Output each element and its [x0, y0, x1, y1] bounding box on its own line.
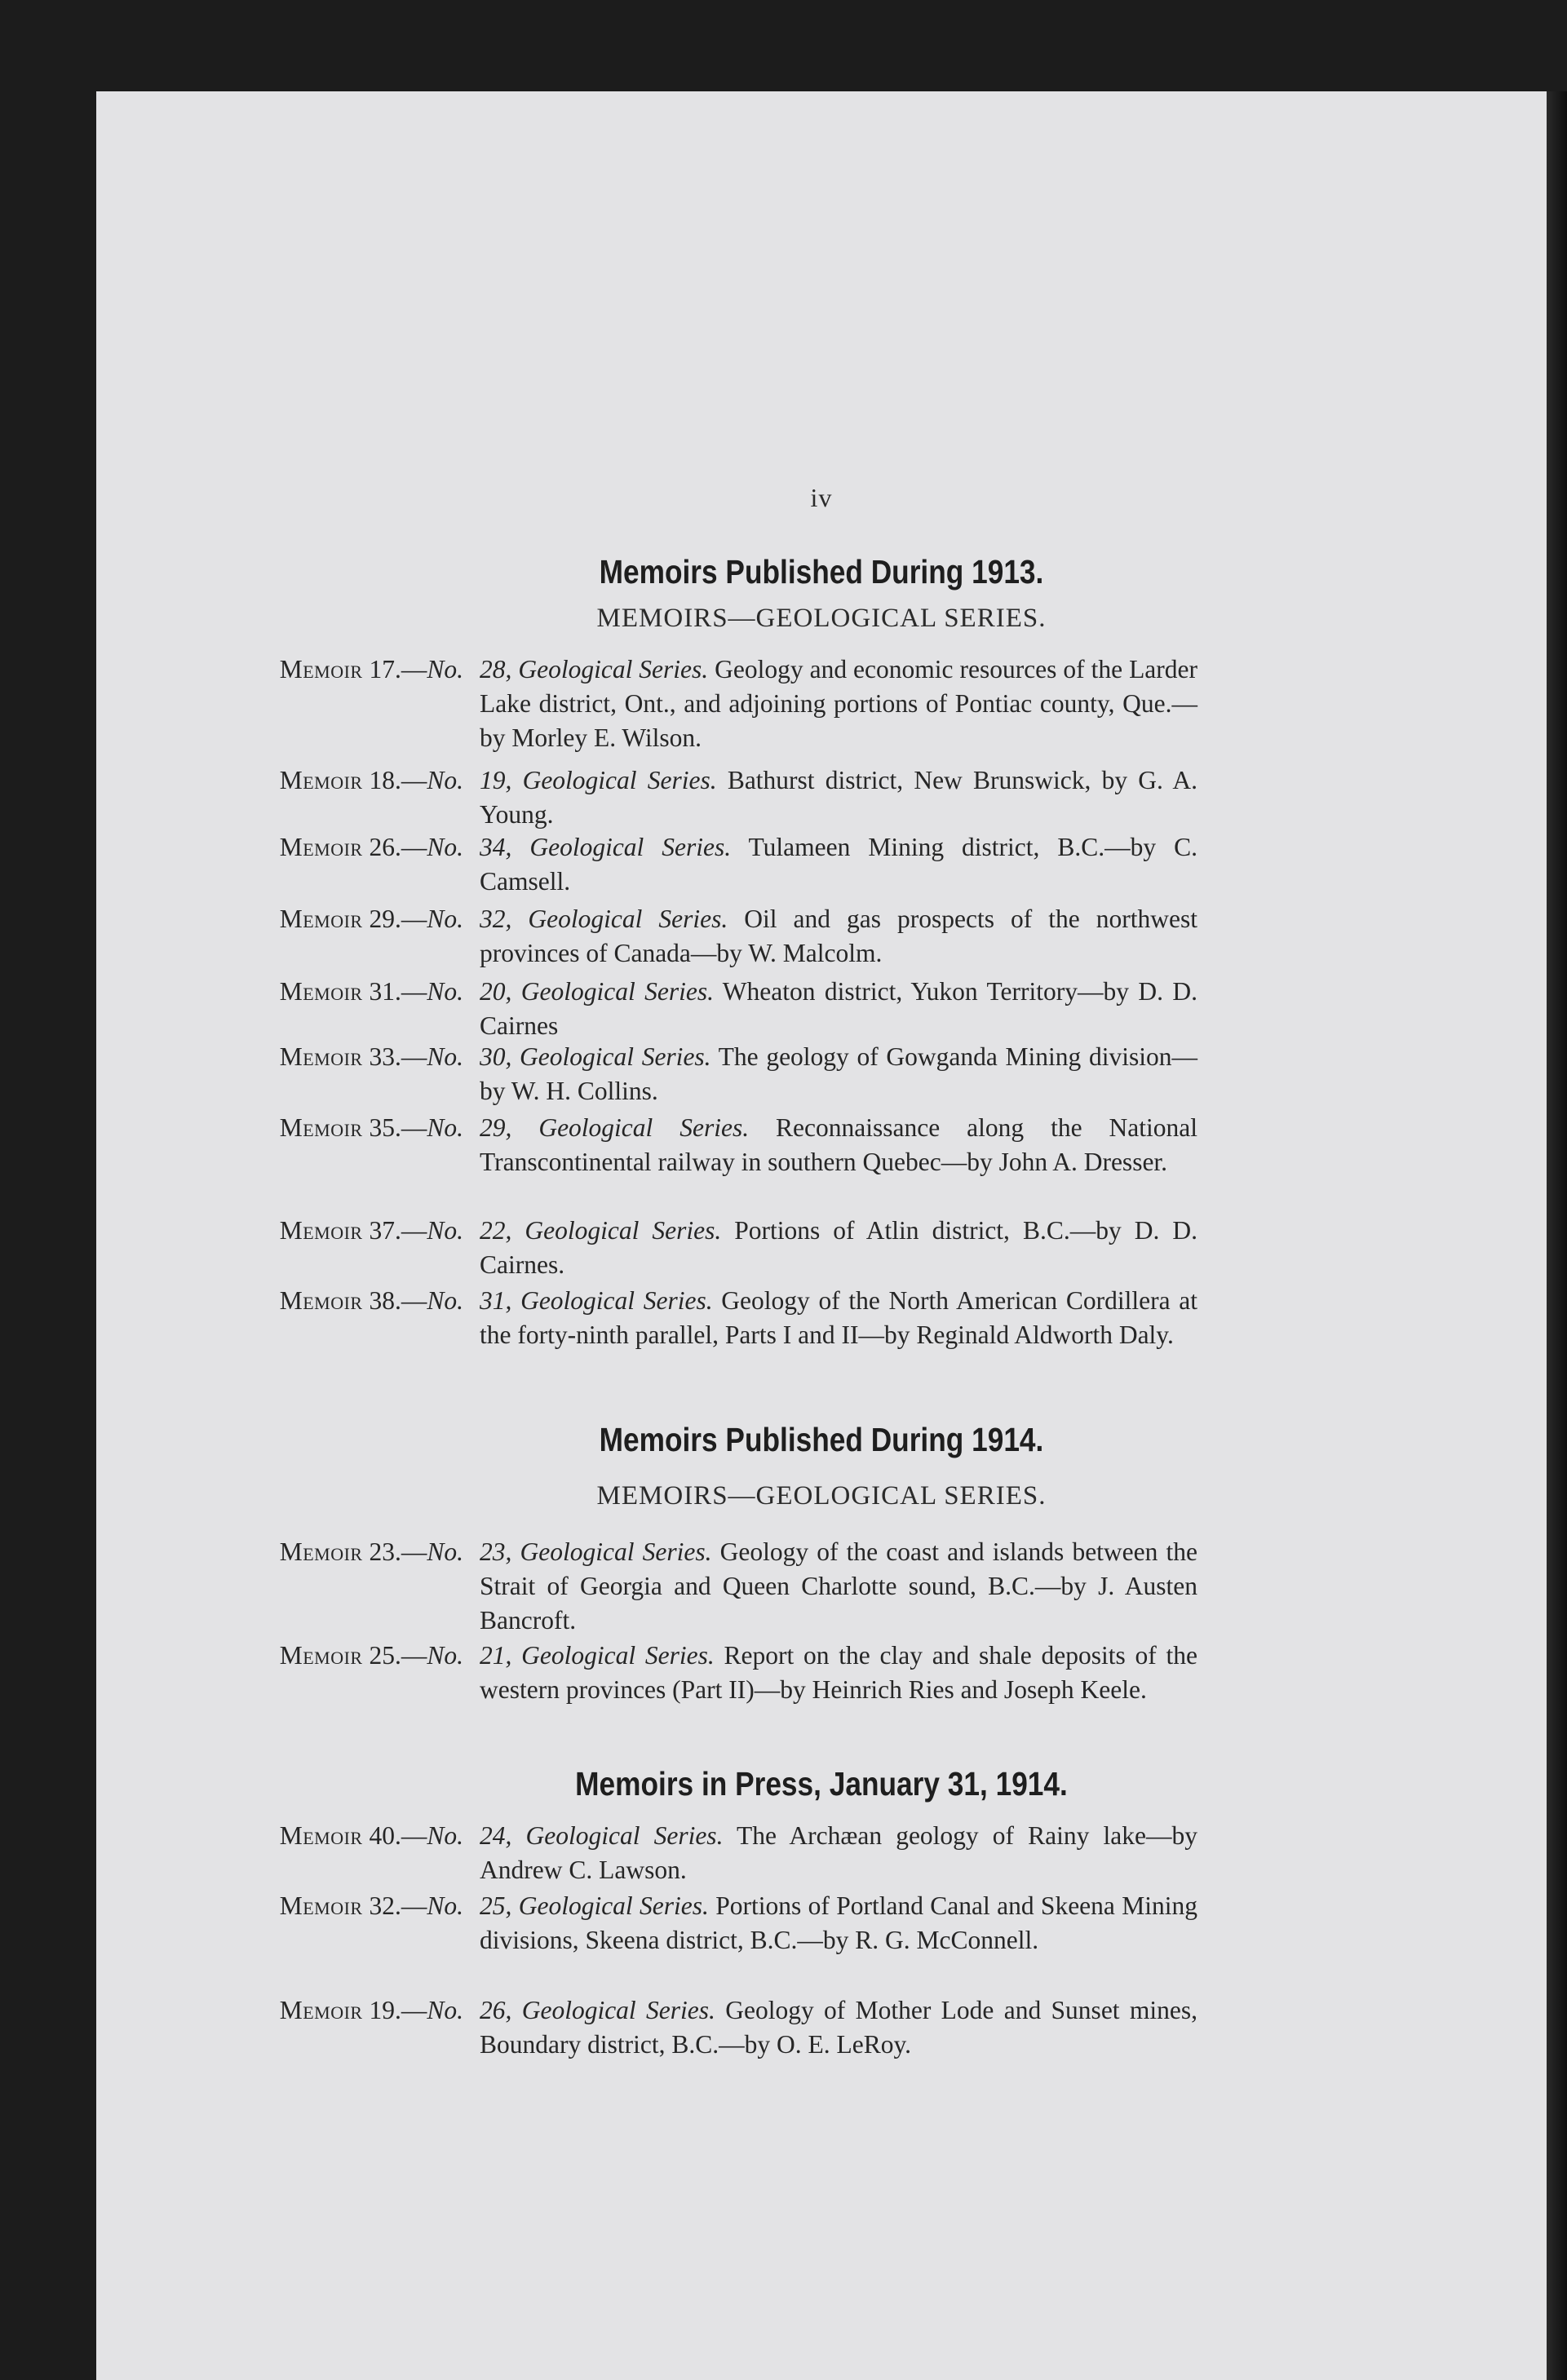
memoir-entry: [279, 1214, 1516, 1282]
memoir-label: Memoir 18.—No.: [279, 766, 463, 794]
memoir-entry: [279, 1535, 1516, 1638]
memoir-entry: [279, 1040, 1516, 1108]
memoir-entry: [279, 1993, 1516, 2062]
memoir-label: Memoir 38.—No.: [279, 1286, 463, 1315]
section-heading-in-press: Memoirs in Press, January 31, 1914.: [575, 1765, 1068, 1803]
memoir-label: Memoir 33.—No.: [279, 1042, 463, 1071]
section-subheading-1913: MEMOIRS—GEOLOGICAL SERIES.: [596, 604, 1047, 633]
memoir-description: 25, Geological Series. Portions of Portland Canal and Skeena Mining divisions, Skeena district, B.C.—by R. G. McConnell.: [480, 1891, 1198, 1954]
memoir-label: Memoir 19.—No.: [279, 1996, 463, 2024]
scan-right-edge: [1547, 91, 1567, 2380]
memoir-description: 30, Geological Series. The geology of Gowganda Mining division—by W. H. Collins.: [480, 1042, 1197, 1105]
memoir-entry: [279, 1111, 1516, 1179]
memoir-description: 29, Geological Series. Reconnaissance along the National Transcontinental railway in southern Quebec—by John A. Dresser.: [480, 1113, 1197, 1176]
section-heading-1913: Memoirs Published During 1913.: [599, 553, 1044, 591]
memoir-entry: [279, 830, 1516, 899]
memoir-entry: [279, 902, 1516, 971]
memoir-description: 32, Geological Series. Oil and gas prospects of the northwest provinces of Canada—by W. Malcolm.: [480, 905, 1197, 967]
memoir-label: Memoir 17.—No.: [279, 655, 463, 683]
memoir-description: 31, Geological Series. Geology of the North American Cordillera at the forty-ninth parallel, Parts I and II—by Reginald Aldworth Daly.: [480, 1286, 1197, 1349]
memoir-label: Memoir 40.—No.: [279, 1821, 463, 1850]
memoir-entry: [279, 975, 1516, 1043]
memoir-description: 22, Geological Series. Portions of Atlin district, B.C.—by D. D. Cairnes.: [480, 1216, 1197, 1279]
document-page: [96, 91, 1547, 2380]
memoir-entry: [279, 1284, 1516, 1352]
memoir-label: Memoir 32.—No.: [279, 1891, 463, 1920]
memoir-description: 21, Geological Series. Report on the clay and shale deposits of the western provinces (Part II)—by Heinrich Ries and Joseph Keele.: [480, 1641, 1198, 1704]
memoir-label: Memoir 37.—No.: [279, 1216, 463, 1245]
section-heading-1914: Memoirs Published During 1914.: [599, 1421, 1044, 1458]
page-number: iv: [810, 483, 833, 512]
memoir-description: 23, Geological Series. Geology of the coast and islands between the Strait of Georgia and Queen Charlotte sound, B.C.—by J. Austen Bancroft.: [480, 1537, 1198, 1635]
memoir-label: Memoir 35.—No.: [279, 1113, 463, 1142]
memoir-entry: [279, 1889, 1516, 1958]
memoir-entry: [279, 1819, 1516, 1887]
memoir-label: Memoir 26.—No.: [279, 833, 463, 861]
memoir-description: 24, Geological Series. The Archæan geology of Rainy lake—by Andrew C. Lawson.: [480, 1821, 1197, 1884]
memoir-description: 34, Geological Series. Tulameen Mining district, B.C.—by C. Camsell.: [480, 833, 1197, 896]
memoir-label: Memoir 23.—No.: [279, 1537, 463, 1566]
memoir-entry: [279, 653, 1516, 755]
memoir-description: 20, Geological Series. Wheaton district, Yukon Territory—by D. D. Cairnes: [480, 977, 1197, 1040]
memoir-entry: [279, 1639, 1516, 1707]
memoir-entry: [279, 763, 1516, 832]
section-subheading-1914: MEMOIRS—GEOLOGICAL SERIES.: [596, 1481, 1047, 1511]
memoir-label: Memoir 31.—No.: [279, 977, 463, 1006]
memoir-label: Memoir 25.—No.: [279, 1641, 463, 1670]
memoir-description: 28, Geological Series. Geology and economic resources of the Larder Lake district, Ont., and adjoining portions of Pontiac county, Que.—by Morley E. Wilson.: [480, 655, 1198, 752]
memoir-label: Memoir 29.—No.: [279, 905, 463, 933]
memoir-description: 26, Geological Series. Geology of Mother Lode and Sunset mines, Boundary district, B.C.—by O. E. LeRoy.: [480, 1996, 1198, 2059]
memoir-description: 19, Geological Series. Bathurst district, New Brunswick, by G. A. Young.: [480, 766, 1197, 829]
